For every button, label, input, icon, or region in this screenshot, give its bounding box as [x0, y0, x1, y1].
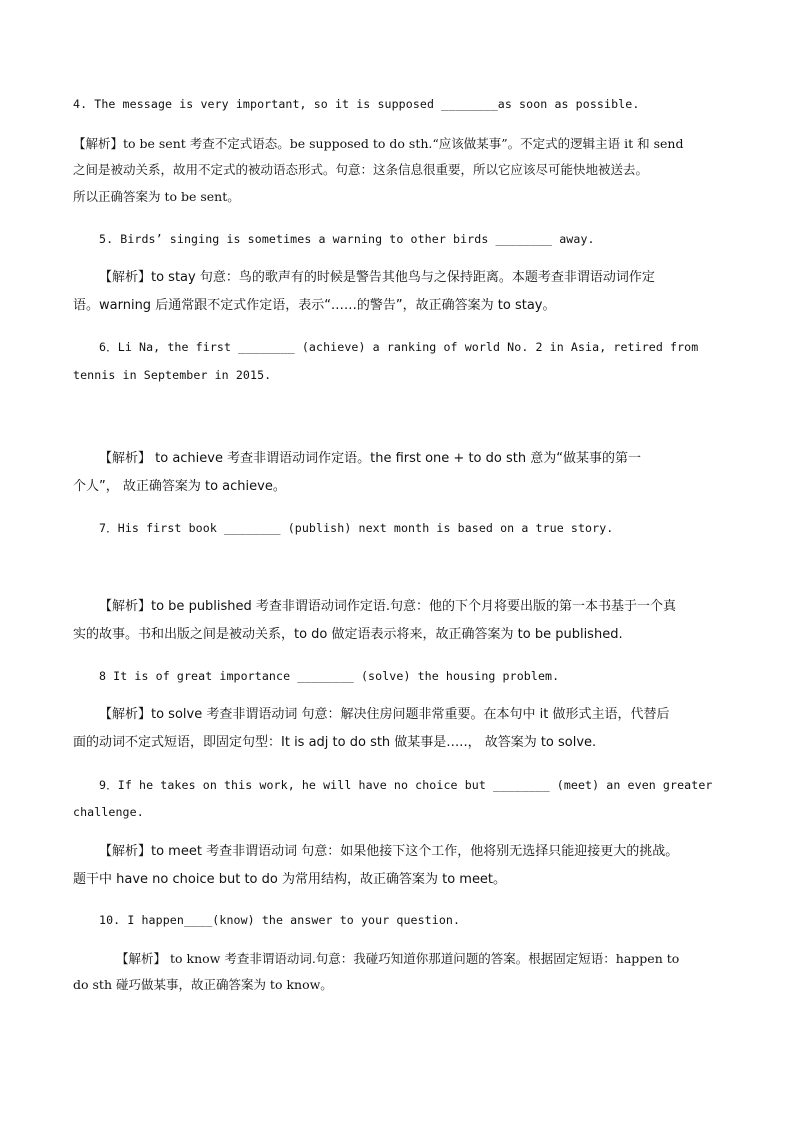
question-6-line-2: tennis in September in 2015.	[73, 368, 272, 382]
analysis-5-line-2: 语。warning 后通常跟不定式作定语，表示“……的警告”，故正确答案为 to stay。	[73, 298, 556, 313]
analysis-4-line-1: 【解析】to be sent 考查不定式语态。be supposed to do sth.“应该做某事”。不定式的逻辑主语 it 和 send	[73, 136, 684, 151]
analysis-10-line-2: do sth 碰巧做某事，故正确答案为 to know。	[73, 977, 333, 992]
question-5: 5. Birds’ singing is sometimes a warning to other birds ________ away.	[99, 232, 595, 246]
analysis-4-line-3: 所以正确答案为 to be sent。	[73, 189, 240, 204]
analysis-10-line-1: 【解析】 to know 考查非谓语动词.句意：我碰巧知道你那道问题的答案。根据固定短语：happen to	[116, 951, 680, 966]
analysis-9-line-2: 题干中 have no choice but to do 为常用结构，故正确答案为 to meet。	[73, 872, 507, 887]
analysis-7-line-2: 实的故事。书和出版之间是被动关系，to do 做定语表示将来，故正确答案为 to be published.	[73, 627, 623, 642]
analysis-5-line-1: 【解析】to stay 句意：鸟的歌声有的时候是警告其他鸟与之保持距离。本题考查非谓语动词作定	[99, 270, 655, 285]
analysis-7-line-1: 【解析】to be published 考查非谓语动词作定语.句意：他的下个月将要出版的第一本书基于一个真	[99, 599, 677, 614]
question-4: 4. The message is very important, so it is supposed ________as soon as possible.	[73, 97, 640, 111]
question-10: 10. I happen____(know) the answer to your question.	[99, 913, 461, 927]
question-9-line-1: 9．If he takes on this work, he will have no choice but ________ (meet) an even greater	[99, 778, 713, 792]
analysis-8-line-1: 【解析】to solve 考查非谓语动词 句意：解决住房问题非常重要。在本句中 it 做形式主语，代替后	[99, 707, 670, 722]
analysis-6-line-1: 【解析】 to achieve 考查非谓语动词作定语。the first one + to do sth 意为“做某事的第一	[99, 451, 641, 466]
analysis-9-line-1: 【解析】to meet 考查非谓语动词 句意：如果他接下这个工作，他将别无选择只能迎接更大的挑战。	[99, 844, 679, 859]
question-7: 7．His first book ________ (publish) next month is based on a true story.	[99, 521, 614, 535]
analysis-8-line-2: 面的动词不定式短语，即固定句型：It is adj to do sth 做某事是…..， 故答案为 to solve.	[73, 735, 597, 750]
analysis-4-line-2: 之间是被动关系，故用不定式的被动语态形式。句意：这条信息很重要，所以它应该尽可能快地被送去。	[73, 162, 649, 177]
analysis-6-line-2: 个人”， 故正确答案为 to achieve。	[73, 479, 286, 494]
question-8: 8 It is of great importance ________ (solve) the housing problem.	[99, 669, 560, 683]
question-6-line-1: 6．Li Na, the first ________ (achieve) a ranking of world No. 2 in Asia, retired from	[99, 340, 699, 354]
question-9-line-2: challenge.	[73, 805, 144, 819]
